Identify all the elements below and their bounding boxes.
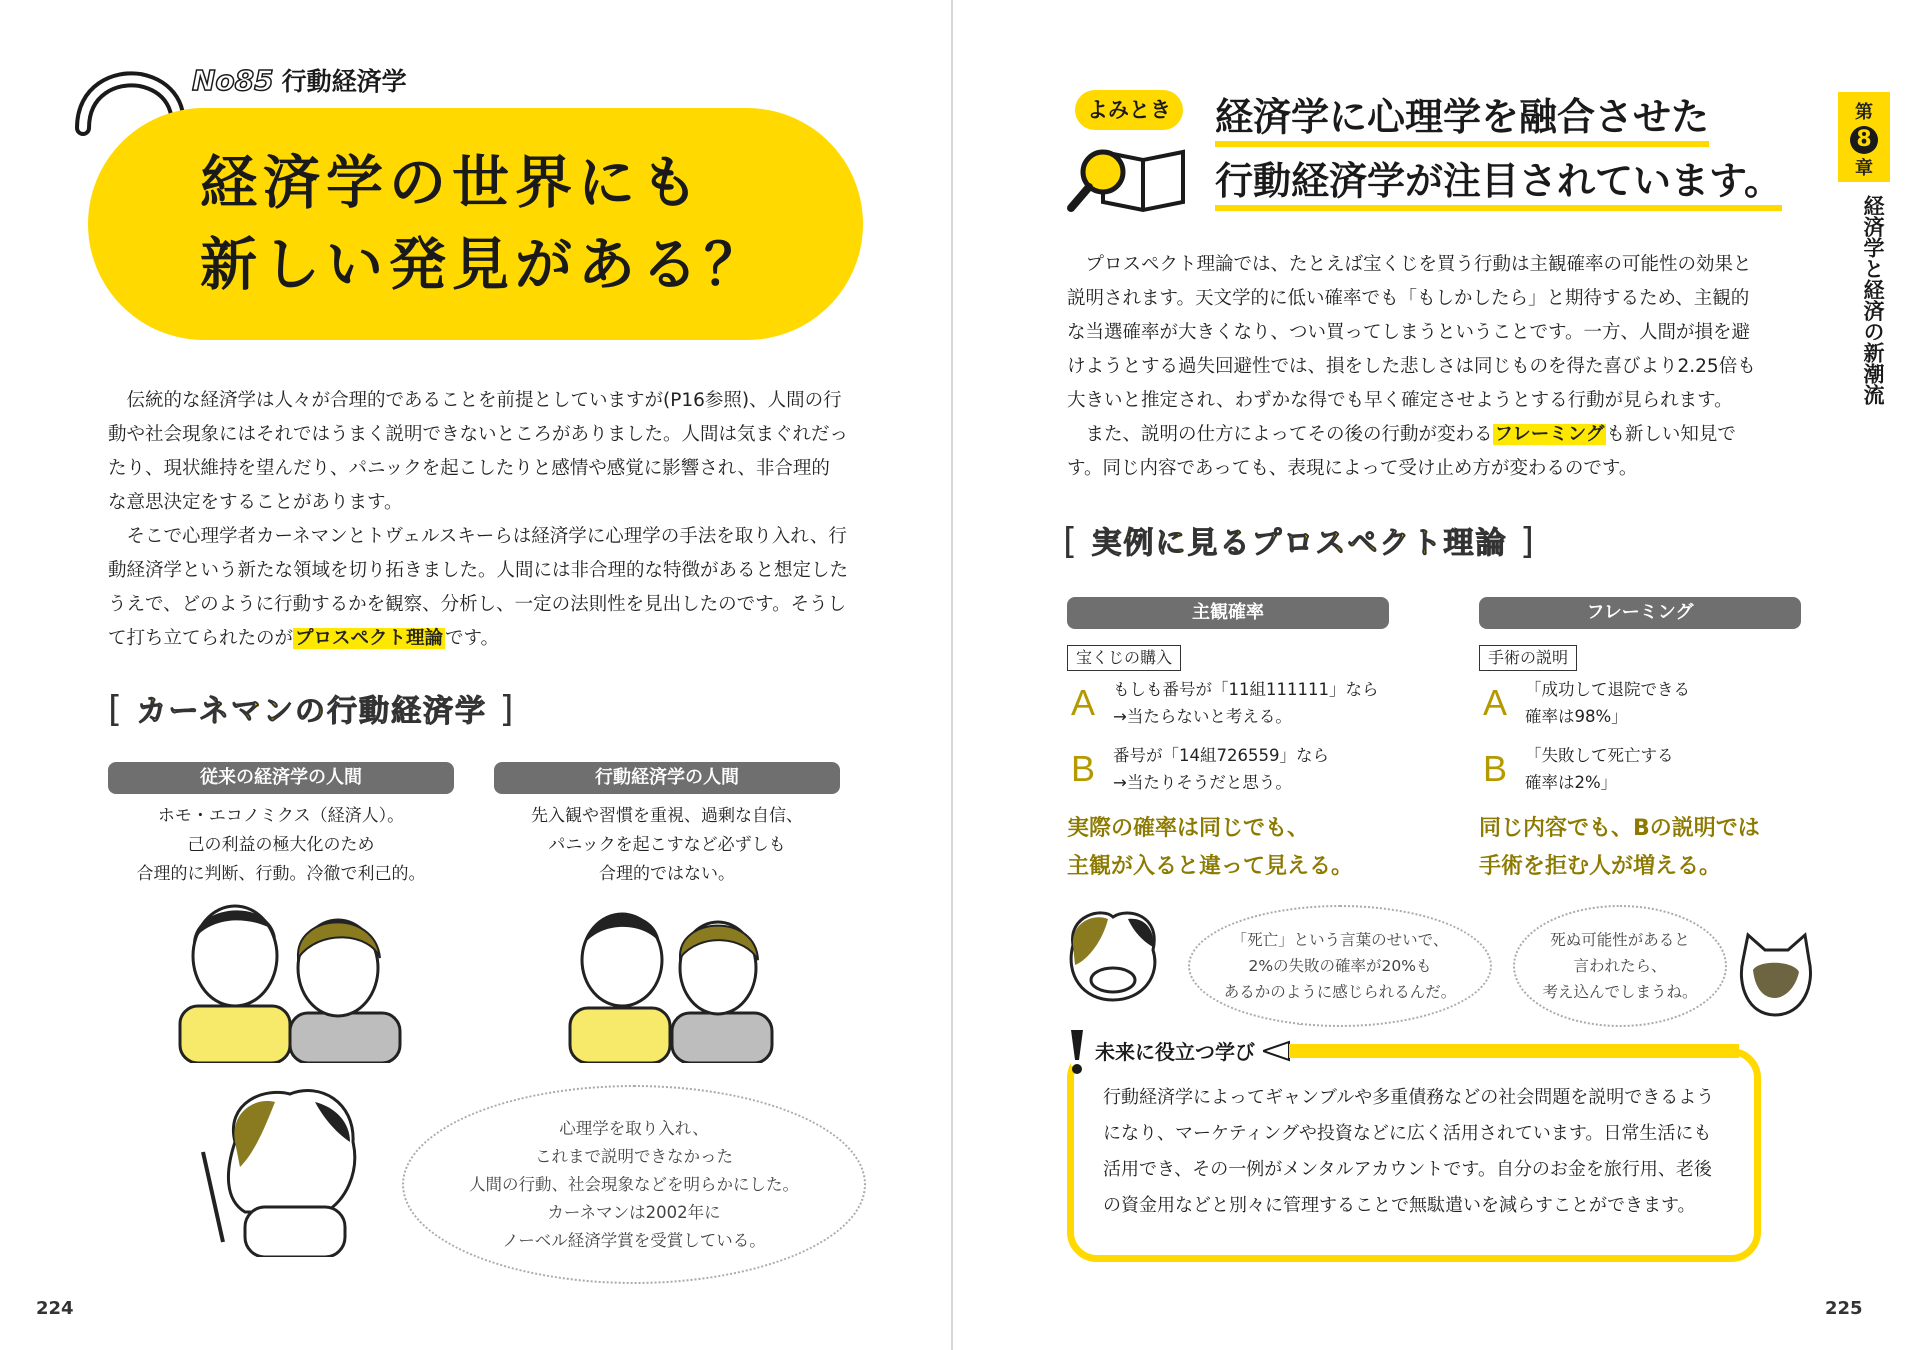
- intro-paragraph-1: 伝統的な経済学は人々が合理的であることを前提としていますが(P16参照)、人間の行動や社会現象にはそれではうまく説明できないところがありました。人間は気まぐれだったり、現状維持を望んだり、パニックを起こしたりと感情や感覚に影響され、非合理的な意思決定をすることがあります。: [108, 390, 849, 513]
- chapter-tab: [1838, 92, 1890, 182]
- kahneman-bubble-line3: 人間の行動、社会現象などを明らかにした。: [469, 1174, 799, 1194]
- article-number-value: No85: [192, 64, 274, 97]
- traditional-desc-line1: ホモ・エコノミクス（経済人）。: [157, 806, 405, 826]
- page-number-left: 224: [36, 1298, 74, 1319]
- right-paragraph-1: プロスペクト理論では、たとえば宝くじを買う行動は主観確率の可能性の効果と説明されます。天文学的に低い確率でも「もしかしたら」と期待するため、主観的な当選確率が大きくなり、つい買ってしまうということです。一方、人間が損を避けようとする過失回避性では、損をした悲しさは同じものを得た喜びより2.25倍も大きいと推定され、わずかな得でも早く確定させようとする行動が見られます。: [1067, 254, 1756, 411]
- cat-thumbsup-illustration: [1053, 905, 1173, 1010]
- cat-thinking-illustration: [1733, 930, 1818, 1020]
- behavioral-human-header: 行動経済学の人間: [494, 762, 840, 794]
- c1-conclusion: [1067, 810, 1353, 886]
- right-heading-line1: 経済学に心理学を融合させた: [1215, 95, 1709, 147]
- c2-option-b-line2: 確率は2%」: [1525, 773, 1618, 792]
- c1-option-a-line2: →当たらないと考える。: [1113, 707, 1292, 726]
- page-title-line2: 新しい発見がある？: [200, 232, 767, 298]
- c1-conclusion-line1: 実際の確率は同じでも、: [1067, 816, 1310, 841]
- c2-option-b-line1: 「失敗して死亡する: [1525, 746, 1674, 765]
- c1-option-b: [1113, 742, 1329, 796]
- intro-paragraph-2-end: です。: [445, 628, 500, 649]
- pencil-icon: [1263, 1040, 1743, 1062]
- cat-teacher-illustration: [195, 1082, 375, 1257]
- behavioral-desc-line3: 合理的ではない。: [599, 864, 735, 884]
- thinking-bubble-line2: 言われたら、: [1573, 957, 1667, 975]
- c2-option-b: [1525, 742, 1674, 796]
- article-number-title: 行動経済学: [281, 67, 407, 96]
- kahneman-bubble-line2: これまで説明できなかった: [535, 1146, 733, 1166]
- section-heading-kahneman-text: カーネマンの行動経済学: [136, 694, 487, 729]
- traditional-desc-line2: 己の利益の極大化のため: [187, 835, 375, 855]
- framing-header: フレーミング: [1479, 597, 1801, 629]
- thinking-bubble-line1: 死ぬ可能性があると: [1550, 931, 1690, 949]
- c1-conclusion-line2: 主観が入ると違って見える。: [1067, 854, 1354, 879]
- page-number-right: 225: [1825, 1298, 1863, 1319]
- highlight-framing: フレーミング: [1494, 424, 1605, 445]
- section-heading-examples: [1063, 518, 1536, 562]
- right-paragraph-2-text: また、説明の仕方によってその後の行動が変わる: [1085, 424, 1493, 445]
- intro-body: [108, 384, 848, 656]
- page-title: [200, 142, 850, 306]
- subjective-probability-header: 主観確率: [1067, 597, 1389, 629]
- behavioral-human-desc: [494, 802, 840, 889]
- section-heading-kahneman: [108, 686, 516, 730]
- article-number: [192, 62, 407, 98]
- c2-option-a-line1: 「成功して退院できる: [1525, 680, 1690, 699]
- bracket-close: ]: [1519, 521, 1536, 562]
- bracket-open: [: [1063, 521, 1080, 562]
- bracket-close: ]: [499, 689, 516, 730]
- c2-option-b-letter: B: [1483, 748, 1508, 789]
- c1-option-b-letter: B: [1071, 748, 1096, 789]
- surgery-tag: 手術の説明: [1479, 645, 1577, 671]
- left-page: [0, 0, 952, 1350]
- kahneman-speech-bubble: [402, 1085, 866, 1284]
- chapter-suffix: 章: [1855, 158, 1873, 179]
- traditional-human-desc: [108, 802, 454, 889]
- book-magnifier-icon: [1063, 132, 1193, 214]
- chapter-title: 経済学と経済の新潮流: [1861, 195, 1885, 405]
- right-paragraph-2-end: も新しい知見です。同じ内容であっても、表現によって受け止め方が変わるのです。: [1067, 424, 1736, 479]
- highlight-prospect-theory: プロスペクト理論: [295, 628, 444, 649]
- c2-option-a-letter: A: [1483, 682, 1508, 723]
- c1-option-b-line2: →当たりそうだと思う。: [1113, 773, 1292, 792]
- behavioral-desc-line2: パニックを起こすなど必ずしも: [548, 835, 786, 855]
- emotional-men-illustration: [560, 888, 780, 1063]
- death-bubble-line1: 「死亡」という言葉のせいで、: [1231, 931, 1449, 949]
- intro-paragraph-2: [108, 520, 848, 656]
- intro-paragraph-2-text: そこで心理学者カーネマンとトヴェルスキーらは経済学に心理学の手法を取り入れ、行動経済学という新たな領域を切り拓きました。人間には非合理的な特徴があると想定したうえで、どのように行動するかを観察、分析し、一定の法則性を見出したのです。そうして打ち立てられたのが: [108, 526, 849, 649]
- yomitoki-badge: よみとき: [1075, 90, 1183, 130]
- chapter-number: 8: [1850, 126, 1878, 154]
- chapter-prefix: 第: [1855, 102, 1873, 123]
- right-heading: [1215, 88, 1782, 210]
- c2-conclusion: [1479, 810, 1760, 886]
- c1-option-a: [1113, 676, 1378, 730]
- exclamation-icon: [1065, 1026, 1089, 1076]
- c2-conclusion-line1: 同じ内容でも、Bの説明では: [1479, 816, 1760, 841]
- section-heading-examples-text: 実例に見るプロスペクト理論: [1091, 526, 1508, 561]
- rational-men-illustration: [170, 888, 410, 1063]
- right-page: [953, 0, 1905, 1350]
- death-word-speech-bubble: [1188, 905, 1492, 1027]
- lottery-tag: 宝くじの購入: [1067, 645, 1181, 671]
- c1-option-a-line1: もしも番号が「11組111111」なら: [1113, 680, 1379, 699]
- traditional-desc-line3: 合理的に判断、行動。冷徹で利己的。: [136, 864, 426, 884]
- thinking-speech-bubble: [1513, 905, 1727, 1027]
- c1-option-a-letter: A: [1071, 682, 1096, 723]
- right-heading-line2: 行動経済学が注目されています。: [1215, 159, 1782, 211]
- kahneman-bubble-line1: 心理学を取り入れ、: [559, 1118, 709, 1138]
- c2-conclusion-line2: 手術を拒む人が増える。: [1479, 854, 1722, 879]
- future-learning-text: 行動経済学によってギャンブルや多重債務などの社会問題を説明できるようになり、マーケティングや投資などに広く活用されています。日常生活にも活用でき、その一例がメンタルアカウントです。自分のお金を旅行用、老後の資金用などと別々に管理することで無駄遣いを減らすことができます。: [1103, 1087, 1715, 1216]
- c2-option-a: [1525, 676, 1690, 730]
- traditional-human-header: 従来の経済学の人間: [108, 762, 454, 794]
- thinking-bubble-line3: 考え込んでしまうね。: [1542, 983, 1698, 1001]
- behavioral-desc-line1: 先入観や習慣を重視、過剰な自信、: [531, 806, 803, 826]
- kahneman-bubble-line5: ノーベル経済学賞を受賞している。: [502, 1230, 766, 1250]
- death-bubble-line2: 2%の失敗の確率が20%も: [1248, 957, 1432, 975]
- death-bubble-line3: あるかのように感じられるんだ。: [1223, 983, 1457, 1001]
- c1-option-b-line1: 番号が「14組726559」なら: [1113, 746, 1329, 765]
- page-title-line1: 経済学の世界にも: [200, 150, 704, 216]
- right-body: [1067, 248, 1757, 486]
- future-learning-label: 未来に役立つ学び: [1095, 1040, 1255, 1064]
- bracket-open: [: [108, 689, 125, 730]
- right-paragraph-2: [1067, 418, 1757, 486]
- c2-option-a-line2: 確率は98%」: [1525, 707, 1628, 726]
- kahneman-bubble-line4: カーネマンは2002年に: [547, 1202, 721, 1222]
